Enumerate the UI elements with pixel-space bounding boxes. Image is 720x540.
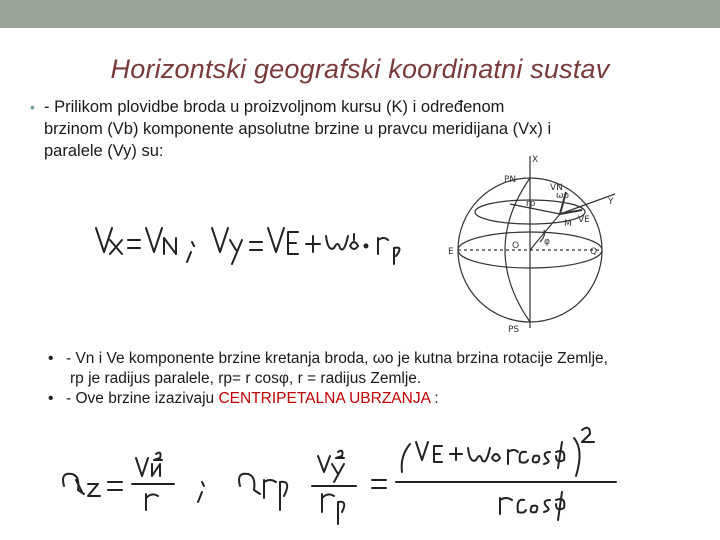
bullet-marker: • — [48, 350, 54, 367]
label-omega: ωo — [556, 191, 570, 201]
slide-title: Horizontski geografski koordinatni sustav — [110, 54, 610, 84]
label-pn: PN — [504, 175, 517, 185]
bullet-components-line1: - Vn i Ve komponente brzine kretanja broda, ωo je kutna brzina rotacije Zemlje, — [66, 350, 608, 367]
label-phi: φ — [544, 237, 550, 247]
bullet-marker: • — [30, 99, 35, 115]
label-ve: VE — [578, 215, 590, 225]
formula-velocity-components — [92, 218, 422, 268]
explanation-block — [44, 349, 714, 409]
bullet-acceleration-suffix: : — [430, 390, 439, 407]
label-q: Q — [590, 247, 598, 257]
label-rp: rp — [526, 199, 536, 209]
bullet-acceleration — [44, 389, 714, 409]
bullet-intro-line1: - Prilikom plovidbe broda u proizvoljnom kursu (K) i određenom — [44, 98, 505, 116]
label-y: Y — [608, 197, 614, 207]
bullet-components-line2: rp je radijus paralele, rp= r cosφ, r = radijus Zemlje. — [70, 370, 422, 387]
formula-centripetal-acceleration — [56, 420, 686, 535]
bullet-intro-line2: brzinom (Vb) komponente apsolutne brzine u pravcu meridijana (Vx) i — [44, 120, 552, 138]
label-o: O — [512, 241, 520, 251]
bullet-intro-line3: paralele (Vy) su: — [44, 142, 164, 160]
bullet-components-cont — [44, 369, 714, 389]
top-bar — [0, 0, 720, 28]
globe-diagram — [440, 150, 615, 335]
label-e: E — [448, 247, 454, 257]
bullet-marker: • — [48, 390, 54, 407]
centripetal-highlight: CENTRIPETALNA UBRZANJA — [218, 390, 431, 407]
label-vn: VN — [550, 183, 563, 193]
label-m: M — [564, 219, 572, 229]
bullet-components — [44, 349, 714, 369]
label-x: X — [532, 155, 539, 165]
label-ps: PS — [508, 325, 520, 335]
bullet-acceleration-prefix: - Ove brzine izazivaju — [66, 390, 219, 407]
